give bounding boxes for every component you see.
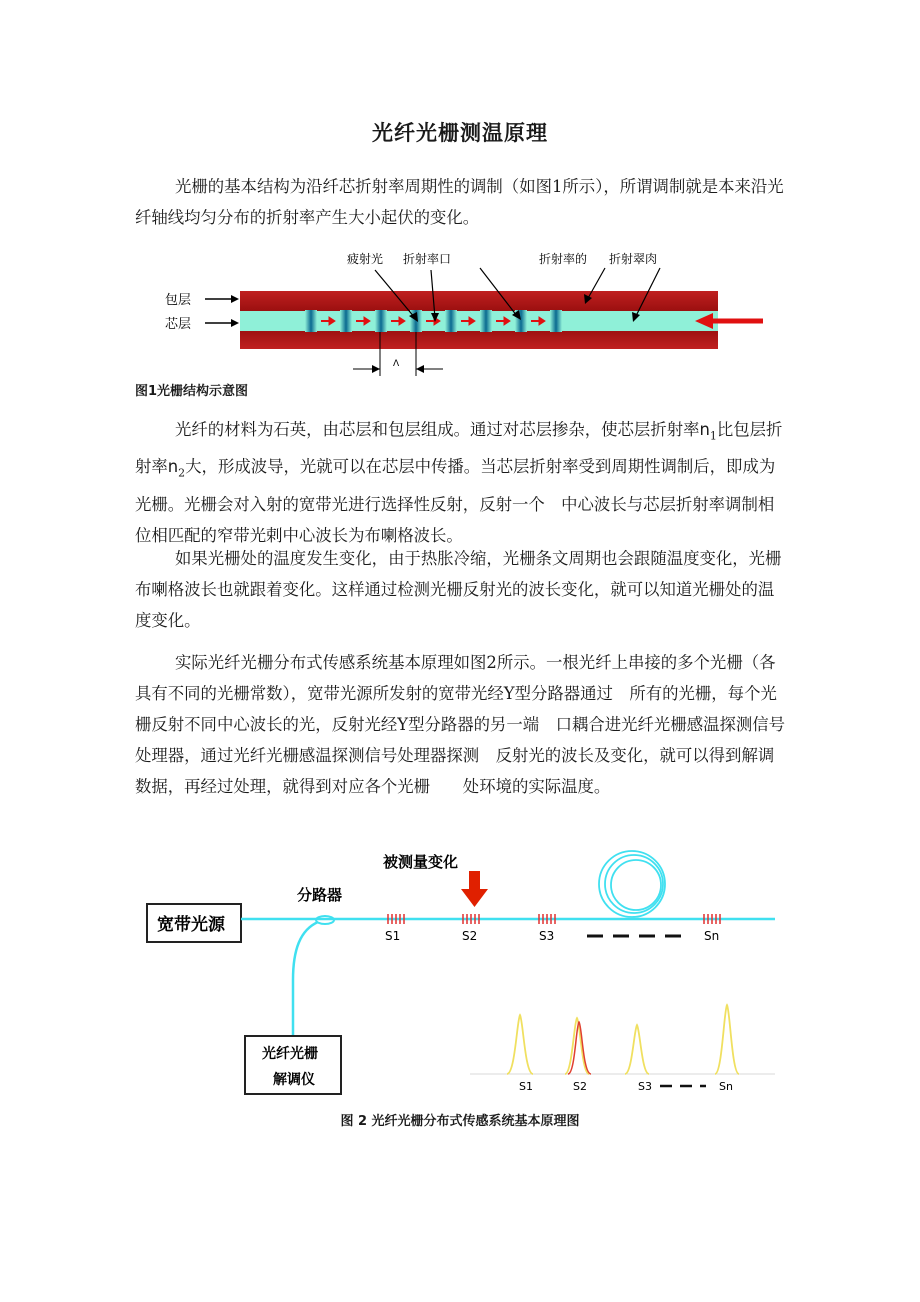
spectrum-peak-sn xyxy=(715,1005,739,1074)
label-index3: 折射翠肉 xyxy=(609,252,658,266)
paragraph-2-text-a: 光纤的材料为石英，由芯层和包层组成。通过对芯层掺杂，使芯层折射率 xyxy=(175,420,700,439)
spectrum-peak-s1 xyxy=(507,1015,533,1074)
paragraph-1-text: 光栅的基本结构为沿纤芯折射率周期性的调制（如图1所示），所谓调制就是本来沿光纤轴线均匀分布的折射率产生大小起伏的变化。 xyxy=(135,177,784,227)
pointer-cladding-head xyxy=(231,295,239,303)
measurand-arrow-head xyxy=(461,889,488,907)
fiber-coil xyxy=(599,851,665,917)
figure-1-grating-structure xyxy=(135,238,785,388)
sensor-label-s3: S3 xyxy=(539,929,555,943)
symbol-n2: n xyxy=(167,457,179,477)
spectrum-peak-s3 xyxy=(625,1025,649,1074)
pointer-core-head xyxy=(231,319,239,327)
figure-1-caption: 图1光栅结构示意图 xyxy=(135,384,249,399)
paragraph-2-text-c: 大，形成波导，光就可以在芯层中传播。当芯层折射率受到周期性调制后，即成为光栅。光栅会对入射的宽带光进行选择性反射，反射一个 中心波长与芯层折射率调制相位相匹配的窄带光剌中心波长为布喇格波长。 xyxy=(135,457,776,545)
paragraph-1 xyxy=(135,171,787,233)
label-cladding: 包层 xyxy=(165,293,192,308)
symbol-n1: n xyxy=(699,420,710,439)
spectrum-label-s1: S1 xyxy=(519,1080,533,1093)
spectrum-label-sn: Sn xyxy=(719,1080,733,1093)
measurand-arrow-shaft xyxy=(469,871,480,891)
paragraph-4 xyxy=(135,647,787,802)
figure-2-system-diagram xyxy=(135,840,785,1105)
label-index2: 折射率的 xyxy=(539,252,588,266)
measurand-label: 被测量变化 xyxy=(383,853,459,871)
splitter-label: 分路器 xyxy=(297,886,343,904)
period-arrow-right xyxy=(416,365,424,373)
label-index1: 折射率口 xyxy=(403,252,452,266)
symbol-n1-sub: 1 xyxy=(709,429,717,443)
sensor-label-sn: Sn xyxy=(704,929,720,943)
broadband-source-label: 宽带光源 xyxy=(157,915,225,935)
demodulator-label-2: 解调仪 xyxy=(273,1072,315,1088)
paragraph-3-text: 如果光栅处的温度发生变化，由于热胀冷缩，光栅条文周期也会跟随温度变化，光栅布喇格波长也就跟着变化。这样通过检测光栅反射光的波长变化，就可以知道光栅处的温度变化。 xyxy=(135,549,782,630)
paragraph-3 xyxy=(135,543,787,636)
paragraph-2 xyxy=(135,414,787,551)
spectrum-label-s2: S2 xyxy=(573,1080,587,1093)
symbol-n2-sub: 2 xyxy=(178,466,186,480)
branch-fiber xyxy=(293,922,318,1036)
paragraph-4-text: 实际光纤光栅分布式传感系统基本原理如图2所示。一根光纤上串接的多个光栅（各具有不同的光栅常数），宽带光源所发射的宽带光经Y型分路器通过 所有的光栅，每个光栅反射不同中心波长的光，反射光经Y型分路器的另一端 口耦合进光纤光栅感温探测信号处理器，通过光纤光栅感温探测信号处理器探测 反射光的波长及变化，就可以得到解调数据，再经过处理，就得到对应各个光栅 处环境的实际温度。 xyxy=(135,653,786,796)
label-pilot: 疲射光 xyxy=(347,252,384,266)
demodulator-label-1: 光纤光栅 xyxy=(262,1046,318,1062)
label-core: 芯层 xyxy=(165,317,192,332)
paragraph-2-text-b: 比包层折射率 xyxy=(135,420,783,477)
spectrum-label-s3: S3 xyxy=(638,1080,652,1093)
figure-2-caption: 图 2 光纤光栅分布式传感系统基本原理图 xyxy=(340,1114,580,1129)
sensor-label-s2: S2 xyxy=(462,929,478,943)
period-label: Λ xyxy=(393,359,400,369)
sensor-label-s1: S1 xyxy=(385,929,401,943)
period-arrow-left xyxy=(372,365,380,373)
page-title: 光纤光栅测温原理 xyxy=(372,121,548,145)
